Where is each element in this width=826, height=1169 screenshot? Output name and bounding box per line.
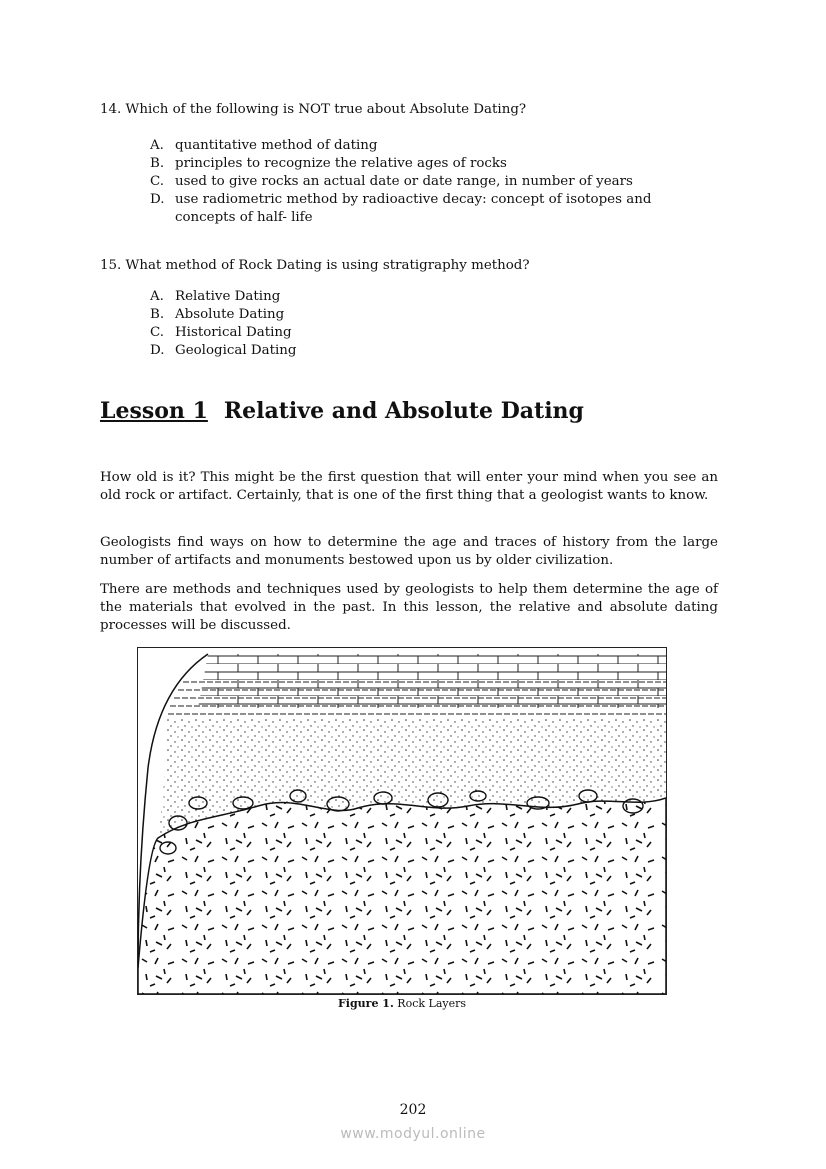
question-15: 15. What method of Rock Dating is using stratigraphy method? (100, 258, 530, 273)
q15-option-b: B. Absolute Dating (150, 307, 285, 322)
paragraph-3: There are methods and techniques used by geologists to help them determine the age of the materials that evolved in the past. In this lesson, the relative and absolute dating processes will be discussed. (100, 582, 718, 633)
lesson-number: Lesson 1 (100, 398, 208, 424)
page-number: 202 (399, 1102, 427, 1118)
q15-option-d: D. Geological Dating (150, 343, 297, 358)
paragraph-1: How old is it? This might be the first question that will enter your mind when you see an old rock or artifact. Certainly, that is one of the first thing that a geologist wants to know. (100, 470, 718, 503)
lesson-heading (100, 398, 584, 424)
lesson-title: Relative and Absolute Dating (223, 398, 584, 424)
q14-option-c: C. used to give rocks an actual date or date range, in number of years (150, 174, 633, 189)
watermark: www.modyul.online (340, 1126, 486, 1142)
q14-option-b: B. principles to recognize the relative ages of rocks (150, 156, 507, 171)
q15-option-a: A. Relative Dating (150, 289, 281, 304)
paragraph-2: Geologists find ways on how to determine the age and traces of history from the large number of artifacts and monuments bestowed upon us by older civilization. (100, 535, 718, 568)
q14-option-d: D. use radiometric method by radioactive decay: concept of isotopes and concepts of half- life (150, 192, 652, 225)
figure-caption (338, 997, 466, 1010)
question-14: 14. Which of the following is NOT true about Absolute Dating? (100, 102, 527, 117)
figure-label: Figure 1. (338, 997, 394, 1010)
rock-layers-figure (137, 647, 667, 995)
rock-layers-illustration (138, 648, 666, 994)
q14-option-a: A. quantitative method of dating (150, 138, 378, 153)
q15-option-c: C. Historical Dating (150, 325, 292, 340)
figure-caption-text: Rock Layers (397, 997, 467, 1010)
